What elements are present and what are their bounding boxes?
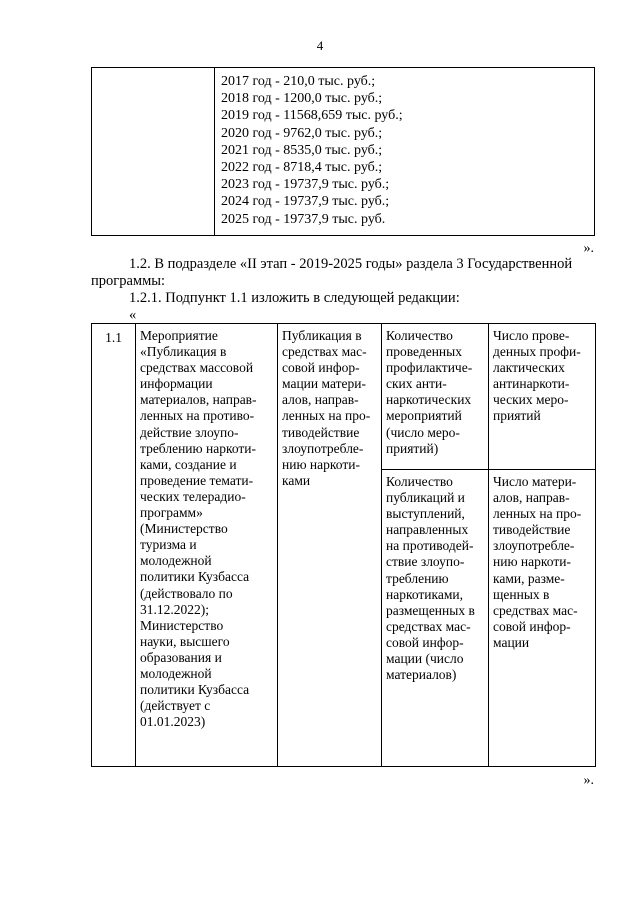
description-text-line: Публикация в [282,328,362,343]
formula-text-line: щенных в [493,586,550,602]
indicator-text-line: ствие злоупо- [386,554,465,570]
funding-year-line: 2018 год - 1200,0 тыс. руб.; [221,91,383,107]
formula-1-cell [489,324,596,470]
indicator-text-line: совой инфор- [386,634,464,650]
indicator-text-line: проведенных [386,344,462,360]
funding-year-line: 2022 год - 8718,4 тыс. руб.; [221,159,383,175]
event-text-line: треблению наркоти- [140,440,257,456]
formula-text-line: лактических [493,360,565,376]
event-text-line: материалов, направ- [140,392,257,408]
indicator-text-line: ских анти- [386,376,447,392]
description-text-line: злоупотребле- [282,440,364,456]
indicator-2-cell [382,470,489,767]
formula-text-line: совой инфор- [493,618,571,634]
event-text-line: Министерство [140,617,224,633]
indicator-text-line: приятий) [386,440,439,456]
indicator-text-line: на противодей- [386,538,474,554]
event-text-line: Мероприятие [140,328,218,343]
event-text-line: ческих телерадио- [140,488,246,504]
paragraph-1-2-cont [91,273,595,290]
formula-text-line: Число матери- [493,474,577,489]
funding-year-line: 2017 год - 210,0 тыс. руб.; [221,74,376,89]
indicator-text-line: публикаций и [386,490,465,506]
indicator-text-line: наркотиками, [386,586,464,602]
formula-text-line: Число прове- [493,328,570,343]
funding-year-line: 2019 год - 11568,659 тыс. руб.; [221,108,403,124]
event-text-line: (Министерство [140,521,228,537]
event-text-line: 31.12.2022); [140,601,209,617]
description-text-line: нию наркоти- [282,456,360,472]
description-text-line: ками [282,472,311,488]
event-text-line: (действует с [140,698,211,714]
event-text-line: политики Кузбасса [140,682,250,698]
formula-text-line: денных профи- [493,344,581,360]
event-text-line: программ» [140,505,203,521]
formula-text-line: приятий [493,408,541,424]
formula-text-line: нию наркоти- [493,554,571,570]
paragraph-1-2-1: 1.2.1. Подпункт 1.1 изложить в следующей редакции: [129,290,460,306]
indicator-text-line: размещенных в [386,602,475,618]
formula-text-line: мации [493,634,530,650]
event-text-line: действие злоупо- [140,424,239,440]
formula-text-line: средствах мас- [493,602,578,618]
description-text-line: ленных на про- [282,408,371,424]
indicator-text-line: материалов) [386,667,457,683]
indicator-text-line: Количество [386,474,453,489]
description-text-line: тиводействие [282,424,360,440]
formula-text-line: алов, направ- [493,490,570,506]
event-text-line: (действовало по [140,585,233,601]
description-text-line: мации матери- [282,376,366,392]
indicator-text-line: средствах мас- [386,618,471,634]
indicator-text-line: выступлений, [386,506,465,522]
event-text-line: «Публикация в [140,344,227,360]
event-text-line: проведение темати- [140,472,254,488]
indicator-text-line: Количество [386,328,453,343]
indicator-text-line: (число меро- [386,424,460,440]
event-text-line: молодежной [140,553,212,569]
description-cell [278,324,382,767]
closing-quote-2: ». [583,773,594,788]
empty-cell [92,68,215,236]
event-cell [136,324,278,767]
formula-text-line: ческих меро- [493,392,569,408]
indicator-text-line: треблению [386,570,449,586]
event-text-line: ками, создание и [140,456,237,472]
formula-text-line: тиводействие [493,522,571,538]
indicator-text-line: мации (число [386,651,464,667]
event-text-line: образования и [140,649,222,665]
description-text-line: совой инфор- [282,360,360,376]
formula-text-line: антинаркоти- [493,376,570,392]
event-text-line: ленных на противо- [140,408,255,424]
event-text-line: туризма и [140,537,197,553]
paragraph-line: 1.2. В подразделе «II этап - 2019-2025 годы» раздела 3 Государственной [129,256,573,272]
funding-year-line: 2023 год - 19737,9 тыс. руб.; [221,177,390,193]
indicator-text-line: мероприятий [386,408,462,424]
funding-years-cell [215,68,595,236]
event-text-line: молодежной [140,665,212,681]
indicator-text-line: профилактиче- [386,360,473,376]
page-number: 4 [316,38,324,53]
indicator-text-line: наркотических [386,392,472,408]
funding-year-line: 2025 год - 19737,9 тыс. руб. [221,211,386,227]
description-text-line: алов, направ- [282,392,359,408]
event-text-line: информации [140,376,213,392]
event-text-line: науки, высшего [140,633,230,649]
funding-year-line: 2020 год - 9762,0 тыс. руб.; [221,125,383,141]
item-number: 1.1 [92,324,136,767]
funding-year-line: 2024 год - 19737,9 тыс. руб.; [221,194,390,210]
formula-2-cell [489,470,596,767]
subitem-1-1-table [91,323,596,767]
paragraph-line: программы: [91,273,166,289]
paragraph-1-2 [91,256,595,273]
event-text-line: 01.01.2023) [140,714,206,730]
opening-quote: « [129,307,137,323]
event-text-line: политики Кузбасса [140,569,250,585]
indicator-text-line: направленных [386,522,469,538]
event-text-line: средствах массовой [140,360,254,376]
funding-by-year-table [91,67,595,236]
formula-text-line: злоупотребле- [493,538,575,554]
closing-quote: ». [583,241,594,256]
formula-text-line: ками, разме- [493,570,565,586]
formula-text-line: ленных на про- [493,506,582,522]
funding-year-line: 2021 год - 8535,0 тыс. руб.; [221,142,383,158]
indicator-1-cell [382,324,489,470]
description-text-line: средствах мас- [282,344,367,360]
